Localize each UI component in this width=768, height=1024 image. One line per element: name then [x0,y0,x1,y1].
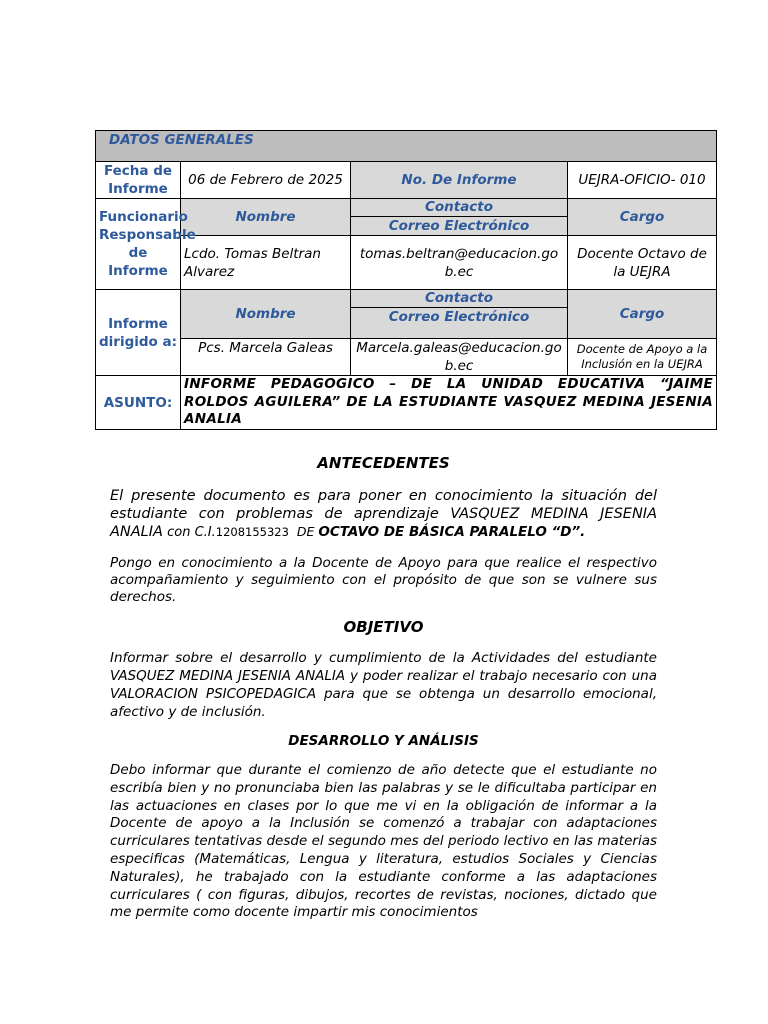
asunto-value: INFORME PEDAGOGICO – DE LA UNIDAD EDUCATIVA “JAIME ROLDOS AGUILERA” DE LA ESTUDIANTE VASQUEZ MEDINA JESENIA ANALIA [181,376,717,430]
dirigido-nombre-label: Nombre [181,290,351,339]
antecedentes-title: ANTECEDENTES [317,454,450,472]
antecedentes-de: DE [288,524,319,539]
contacto-label: Contacto [351,199,567,217]
no-informe-value: UEJRA-OFICIO- 010 [568,162,717,199]
correo-label: Correo Electrónico [388,218,530,234]
correo-label: Correo Electrónico [388,309,530,325]
antecedentes-paragraph-2: Pongo en conocimiento a la Docente de Apoyo para que realice el respectivo acompañamiento y seguimiento con el propósito de que son se vulnere sus derechos. [110,555,657,605]
funcionario-nombre: Lcdo. Tomas Beltran Alvarez [181,236,351,290]
asunto-label: ASUNTO: [96,376,181,430]
funcionario-contacto-cell [351,199,568,236]
objetivo-paragraph: Informar sobre el desarrollo y cumplimiento de la Actividades del estudiante VASQUEZ MEDINA JESENIA ANALIA y poder realizar el trabajo necesario con una VALORACION PSICOPEDAGICA para que se obtenga un desarrollo emocional, afectivo y de inclusión. [110,650,657,720]
antecedentes-curso: OCTAVO DE BÁSICA PARALELO “D”. [318,524,586,540]
desarrollo-paragraph: Debo informar que durante el comienzo de año detecte que el estudiante no escribía bien y no pronunciaba bien las palabras y se le dificultaba participar en las actuaciones en clases por lo que me vi en la obligación de informar a la Docente de apoyo a la Inclusión se comenzó a trabajar con adaptaciones curriculares tentativas desde el segundo mes del periodo lectivo en las materias especificas (Matemáticas, Lengua y literatura, estudios Sociales y Ciencias Naturales), he trabajado con la estudiante conforme a las adaptaciones curriculares ( con figuras, dibujos, recortes de revistas, nociones, dictado que me permite como docente impartir mis conocimientos [110,762,657,921]
contacto-label: Contacto [351,290,567,308]
dirigido-cargo: Docente de Apoyo a la Inclusión en la UEJRA [568,339,717,376]
antecedentes-paragraph-1 [110,488,657,542]
fecha-value: 06 de Febrero de 2025 [181,162,351,199]
objetivo-title: OBJETIVO [343,618,424,636]
funcionario-nombre-label: Nombre [181,199,351,236]
funcionario-cargo-label: Cargo [568,199,717,236]
dirigido-nombre: Pcs. Marcela Galeas [181,339,351,376]
antecedentes-p1-text: El presente documento es para poner en conocimiento la situación del estudiante con problemas de aprendizaje VASQUEZ MEDINA JESENIA ANALIA [110,488,657,540]
dirigido-cargo-label: Cargo [568,290,717,339]
dirigido-label [96,290,181,376]
funcionario-label [96,199,196,290]
funcionario-label-text: Funcionario Responsable de Informe [99,209,196,279]
fecha-label: Fecha de Informe [96,162,181,199]
datos-generales-title: DATOS GENERALES [109,132,254,148]
no-informe-label: No. De Informe [351,162,568,199]
antecedentes-ci-number: 1208155323 [215,525,289,539]
funcionario-correo: tomas.beltran@educacion.gob.ec [351,236,568,290]
dirigido-label-text: Informe dirigido a: [99,315,178,350]
desarrollo-title: DESARROLLO Y ANÁLISIS [288,733,479,749]
antecedentes-ci-prefix: con C.I. [162,525,216,540]
funcionario-cargo: Docente Octavo de la UEJRA [568,236,717,290]
table-header [96,131,717,162]
dirigido-correo: Marcela.galeas@educacion.gob.ec [351,339,568,376]
datos-generales-table [95,130,717,430]
dirigido-contacto-cell [351,290,568,339]
